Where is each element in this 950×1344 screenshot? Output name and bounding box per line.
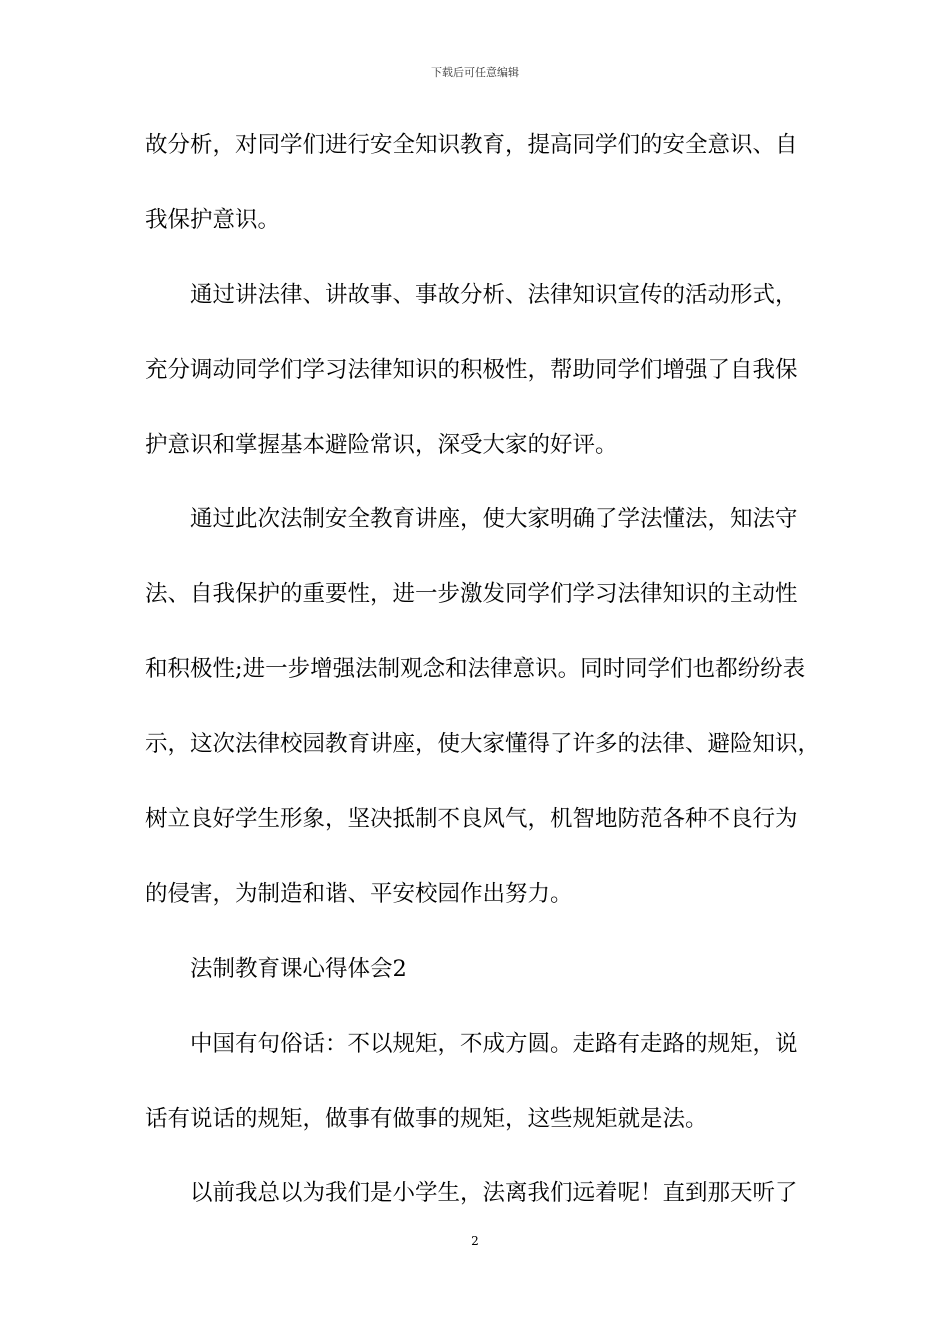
page-header: 下载后可任意编辑 [431, 66, 519, 79]
text-line: 护意识和掌握基本避险常识，深受大家的好评。 [145, 431, 618, 458]
text-line: 示，这次法律校园教育讲座，使大家懂得了许多的法律、避险知识， [145, 731, 821, 758]
page-number: 2 [471, 1234, 479, 1248]
text-line: 树立良好学生形象，坚决抵制不良风气，机智地防范各种不良行为 [145, 806, 798, 833]
text-line: 以前我总以为我们是小学生，法离我们远着呢！直到那天听了 [190, 1180, 798, 1207]
text-line: 我保护意识。 [145, 206, 281, 233]
text-line: 故分析，对同学们进行安全知识教育，提高同学们的安全意识、自 [145, 132, 798, 158]
section-heading: 法制教育课心得体会2 [190, 955, 407, 982]
text-line: 中国有句俗话：不以规矩，不成方圆。走路有走路的规矩，说 [190, 1030, 798, 1057]
text-line: 通过此次法制安全教育讲座，使大家明确了学法懂法，知法守 [190, 506, 798, 533]
text-line: 通过讲法律、讲故事、事故分析、法律知识宣传的活动形式， [190, 281, 798, 308]
text-line: 的侵害，为制造和谐、平安校园作出努力。 [145, 880, 573, 907]
text-line: 话有说话的规矩，做事有做事的规矩，这些规矩就是法。 [145, 1105, 708, 1132]
text-line: 和积极性;进一步增强法制观念和法律意识。同时同学们也都纷纷表 [145, 656, 806, 683]
document-body [145, 130, 825, 1253]
text-line: 充分调动同学们学习法律知识的积极性，帮助同学们增强了自我保 [145, 356, 798, 383]
text-line: 法、自我保护的重要性，进一步激发同学们学习法律知识的主动性 [145, 581, 798, 608]
